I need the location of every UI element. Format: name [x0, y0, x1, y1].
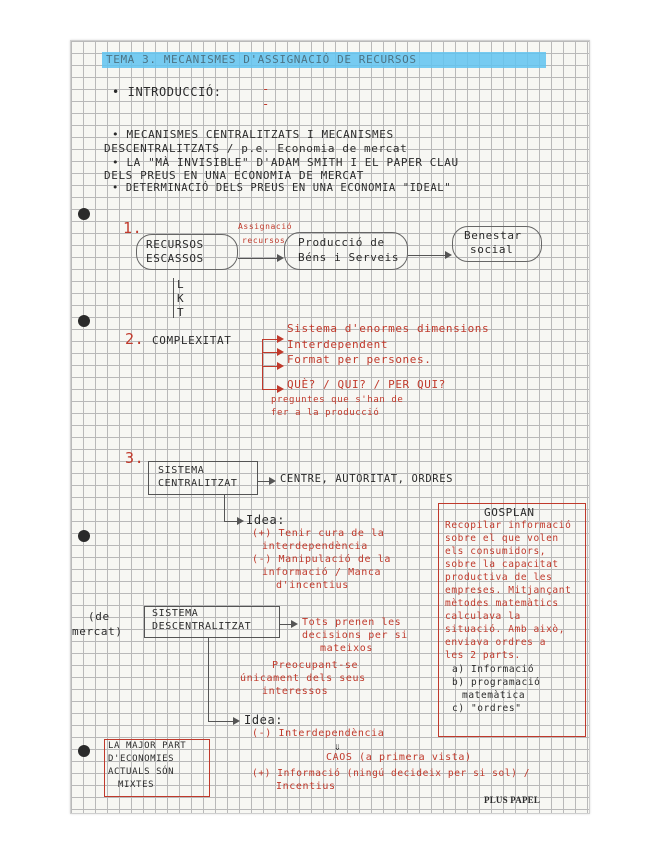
mixtes-line-4: MIXTES — [118, 780, 155, 790]
idea2-item-3: (+) Informació (ningú decideix per si sol) / — [252, 768, 531, 779]
idea2-label: Idea: — [244, 713, 284, 727]
recursos-label-2: ESCASSOS — [146, 252, 204, 265]
centralitzat-label-1: SISTEMA — [158, 465, 205, 476]
centralitzat-idea-branch — [224, 521, 238, 522]
arrowhead — [269, 477, 276, 485]
descentralitzat-note-1: (de — [88, 610, 110, 623]
descentralitzat-idea-branch — [208, 721, 234, 722]
arrowhead — [277, 335, 284, 343]
section-1-number: 1. — [123, 219, 143, 237]
descentralitzat-desc-6: interessos — [262, 686, 329, 697]
arrow-recursos-produccio — [238, 258, 278, 259]
descentralitzat-desc-2: decisions per si — [302, 630, 408, 641]
gosplan-line-5: productiva de les — [445, 572, 553, 583]
section-3-number: 3. — [125, 449, 145, 467]
gosplan-line-3: els consumidors, — [445, 546, 547, 557]
bullet-line-3: • LA "MÀ INVISIBLE" D'ADAM SMITH I EL PAPER CLAU — [112, 156, 459, 169]
gosplan-line-8: calculava la — [445, 611, 521, 622]
gosplan-line-6: empreses. Mitjançant — [445, 585, 572, 596]
descentralitzat-label-1: SISTEMA — [152, 608, 199, 619]
descentralitzat-desc-3: mateixos — [320, 643, 373, 654]
binder-hole-1 — [78, 208, 90, 220]
gosplan-line-4: sobre la capacitat — [445, 559, 559, 570]
gosplan-line-11: les 2 parts. — [445, 650, 521, 661]
complexitat-item-2: Interdependent — [287, 338, 389, 351]
centralitzat-desc: CENTRE, AUTORITAT, ORDRES — [280, 473, 454, 485]
mixtes-line-2: D'ECONOMIES — [108, 754, 175, 764]
intro-dash-2: - — [262, 97, 270, 111]
gosplan-line-1: Recopilar informació — [445, 520, 572, 531]
descentralitzat-stem — [208, 637, 209, 722]
idea2-item-4: Incentius — [276, 781, 336, 792]
intro-dash-1: - — [262, 82, 270, 96]
descentralitzat-label-2: DESCENTRALITZAT — [152, 621, 252, 632]
arrow-produccio-benestar — [408, 255, 446, 256]
idea2-item-1: (-) Interdependència — [252, 728, 385, 739]
gosplan-line-14: matemàtica — [462, 690, 526, 701]
arrowhead — [277, 254, 284, 262]
bullet-line-5: • DETERMINACIÓ DELS PREUS EN UNA ECONOMIA "IDEAL" — [112, 182, 452, 194]
binder-hole-2 — [78, 315, 90, 327]
assignacio-label-1: Assignació — [238, 222, 293, 231]
produccio-label-2: Béns i Serveis — [298, 251, 400, 264]
down-arrow-icon: ⇓ — [334, 740, 342, 753]
gosplan-line-12: a) Informació — [452, 664, 535, 675]
arrowhead — [277, 348, 284, 356]
gosplan-line-10: enviava ordres a — [445, 637, 547, 648]
complexitat-branch-4 — [262, 389, 278, 390]
binder-hole-3 — [78, 530, 90, 542]
factor-bracket — [173, 278, 174, 318]
idea1-item-5: d'incentius — [276, 580, 349, 591]
gosplan-line-2: sobre el que volen — [445, 533, 559, 544]
idea1-item-2: interdependència — [262, 541, 368, 552]
produccio-label-1: Producció de — [298, 236, 385, 249]
benestar-label-2: social — [470, 243, 514, 256]
mixtes-line-1: LA MAJOR PART — [108, 741, 187, 751]
complexitat-label: COMPLEXITAT — [152, 334, 232, 347]
gosplan-line-9: situació. Amb això, — [445, 624, 566, 635]
descentralitzat-note-2: mercat) — [72, 625, 123, 638]
section-2-number: 2. — [125, 330, 145, 348]
idea1-item-1: (+) Tenir cura de la — [252, 528, 385, 539]
gosplan-title: GOSPLAN — [484, 506, 535, 519]
arrowhead — [277, 362, 284, 370]
complexitat-branch-1 — [262, 339, 278, 340]
descentralitzat-desc-4: Preocupant-se — [272, 660, 359, 671]
complexitat-item-1: Sistema d'enormes dimensions — [287, 322, 490, 335]
page-title: TEMA 3. MECANISMES D'ASSIGNACIÓ DE RECURSOS — [106, 53, 417, 66]
complexitat-branch-3 — [262, 366, 278, 367]
arrowhead — [237, 517, 244, 525]
assignacio-label-2: recursos — [242, 236, 286, 245]
recursos-label-1: RECURSOS — [146, 238, 204, 251]
complexitat-stem — [262, 340, 263, 390]
idea1-item-3: (-) Manipulació de la — [252, 554, 392, 565]
factor-t: T — [177, 306, 185, 319]
complexitat-branch-2 — [262, 352, 278, 353]
complexitat-question-note-1: preguntes que s'han de — [271, 395, 404, 405]
gosplan-line-13: b) programació — [452, 677, 541, 688]
binder-hole-4 — [78, 745, 90, 757]
idea1-label: Idea: — [246, 513, 286, 527]
bullet-line-2: DESCENTRALITZATS / p.e. Economia de mercat — [104, 142, 408, 155]
idea2-item-2: CAOS (a primera vista) — [326, 752, 472, 763]
arrowhead — [277, 385, 284, 393]
factor-k: K — [177, 292, 185, 305]
bullet-line-1: • MECANISMES CENTRALITZATS I MECANISMES — [112, 128, 394, 141]
centralitzat-label-2: CENTRALITZAT — [158, 478, 238, 489]
complexitat-question-note-2: fer a la producció — [271, 408, 380, 418]
arrowhead — [291, 620, 298, 628]
benestar-label-1: Benestar — [464, 229, 522, 242]
brand-label: PLUS PAPEL — [484, 795, 541, 805]
idea1-item-4: informació / Manca — [262, 567, 382, 578]
intro-label: • INTRODUCCIÓ: — [112, 85, 222, 99]
centralitzat-stem — [224, 494, 225, 522]
gosplan-line-15: c) "ordres" — [452, 703, 522, 714]
complexitat-item-3: Format per persones. — [287, 353, 432, 366]
gosplan-line-7: mètodes matemàtics — [445, 598, 559, 609]
mixtes-line-3: ACTUALS SÓN — [108, 767, 175, 777]
descentralitzat-desc-1: Tots prenen les — [302, 617, 402, 628]
arrowhead — [445, 251, 452, 259]
factor-l: L — [177, 278, 185, 291]
descentralitzat-desc-5: únicament dels seus — [240, 673, 366, 684]
bullet-line-4: DELS PREUS EN UNA ECONOMIA DE MERCAT — [104, 169, 365, 182]
arrowhead — [233, 717, 240, 725]
complexitat-question: QUÈ? / QUI? / PER QUI? — [287, 378, 446, 391]
